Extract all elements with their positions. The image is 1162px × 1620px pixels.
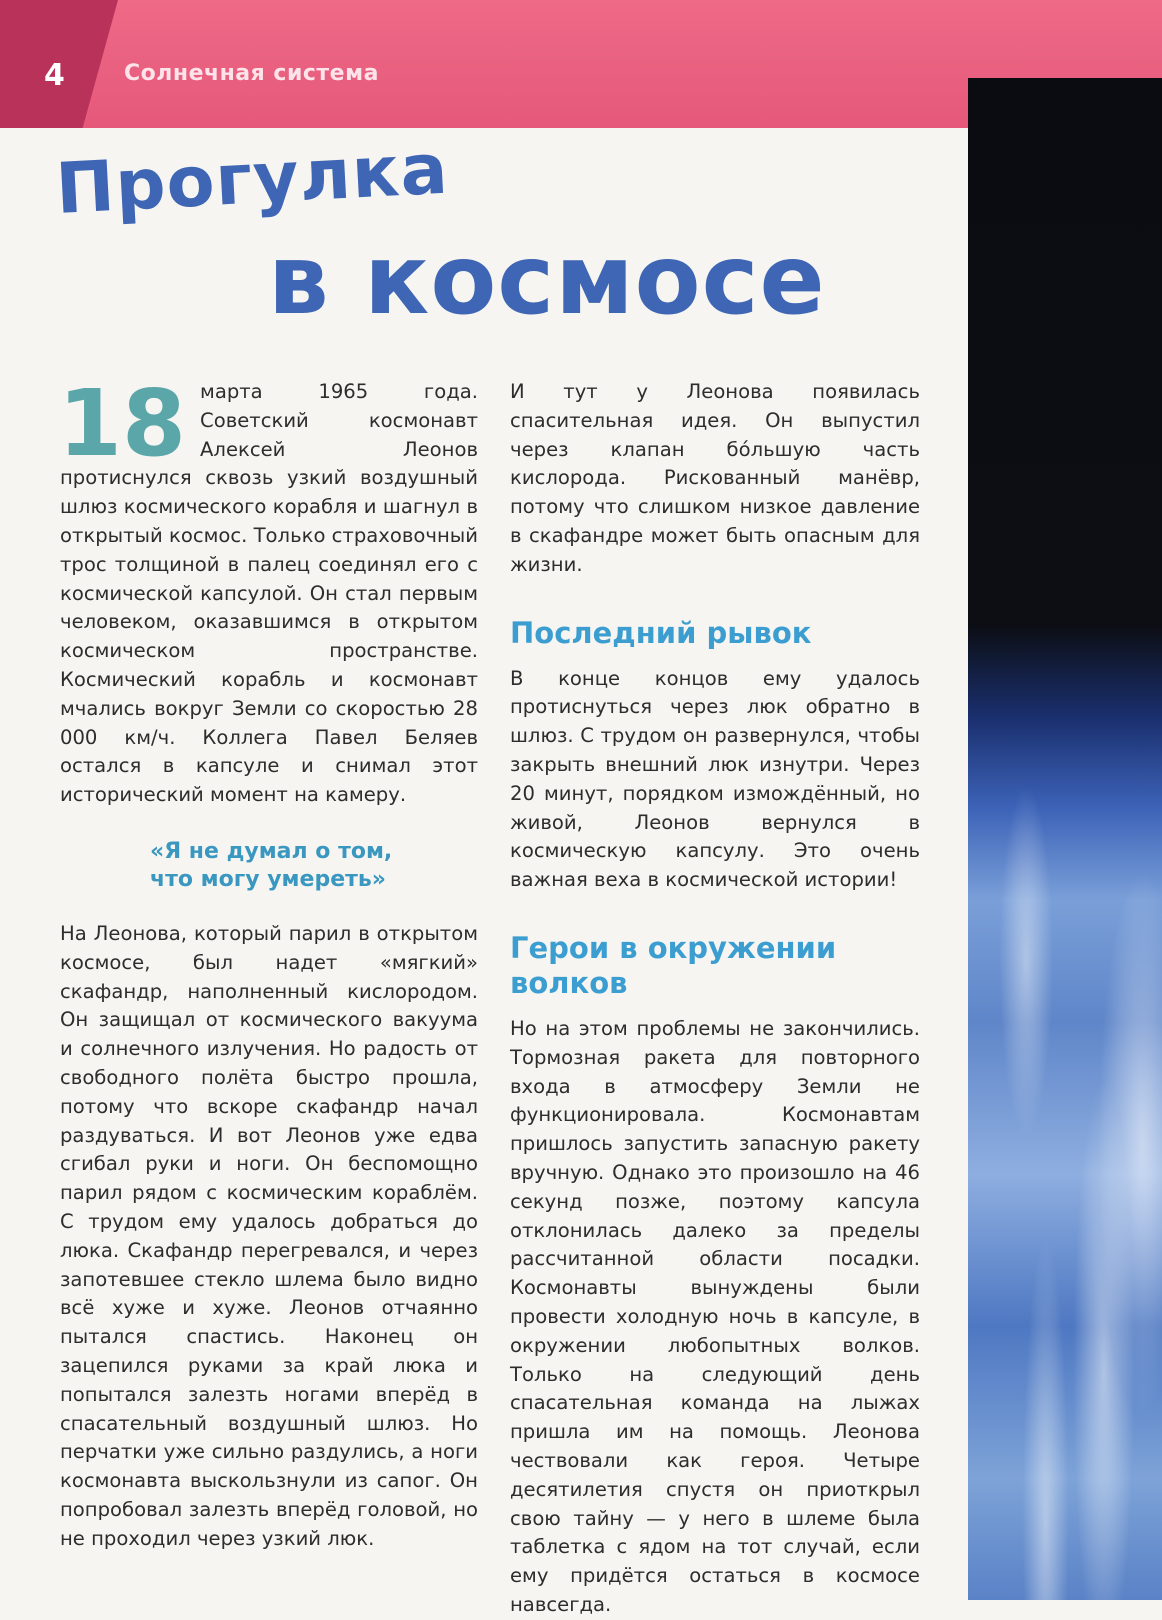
section-title: Солнечная система — [124, 61, 379, 86]
page-title-line1: Прогулка — [53, 127, 451, 230]
right-column — [510, 378, 920, 1620]
earth-from-space-photo — [968, 78, 1162, 1600]
intro-text: марта 1965 года. Советский космонавт Алексей Леонов протиснулся сквозь узкий воздушный шлюз космического корабля и шагнул в открытый космос. Только страховочный трос толщиной в палец соединял его с космической капсулой. Он стал первым человеком, оказавшимся в открытом космическом пространстве. Космический корабль и космонавт мчались вокруг Земли со скоростью 28 000 км/ч. Коллега Павел Беляев остался в капсуле и снимал этот исторический момент на камеру. — [60, 380, 479, 807]
intro-paragraph — [58, 370, 479, 810]
right-intro-paragraph: И тут у Леонова появилась спасительная идея. Он выпустил через клапан бóльшую часть кислорода. Рискованный манёвр, потому что слишком низкое давление в скафандре может быть опасным для жизни. — [510, 380, 920, 576]
page-number: 4 — [44, 58, 65, 93]
dropcap-number: 18 — [58, 370, 187, 477]
subheading-heroes-wolves: Герои в окружении волков — [510, 930, 837, 1000]
last-push-paragraph: В конце концов ему удалось протиснуться через люк обратно в шлюз. С трудом он развернулся, чтобы закрыть внешний люк изнутри. Через 20 минут, порядком измождённый, но живой, Леонов вернулся в космическую капсулу. Это очень важная веха в космической истории! — [510, 666, 920, 892]
quote-line-2: что могу умереть» — [150, 866, 387, 892]
page-title-line2: в космосе — [268, 224, 826, 336]
heroes-wolves-paragraph: Но на этом проблемы не закончились. Тормозная ракета для повторного входа в атмосферу Земли не функционировала. Космонавтам пришлось запустить запасную ракету вручную. Однако это произошло на 46 секунд позже, поэтому капсула отклонилась далеко за пределы рассчитанной области посадки. Космонавты вынуждены были провести холодную ночь в капсуле, в окружении любопытных волков. Только на следующий день спасательная команда на лыжах пришла им на помощь. Леонова чествовали как героя. Четыре десятилетия спустя он приоткрыл свою тайну — у него в шлеме была таблетка с ядом на тот случай, если ему придётся остаться в космосе навсегда. — [510, 1016, 920, 1616]
quote-line-1: «Я не думал о том, — [150, 838, 393, 864]
body-paragraph: На Леонова, который парил в открытом космосе, был надет «мягкий» скафандр, наполненный кислородом. Он защищал от космического вакуума и солнечного излучения. Но радость от свободного полёта быстро прошла, потому что вскоре скафандр начал раздуваться. И вот Леонов уже едва сгибал руки и ноги. Он беспомощно парил рядом с космическим кораблём. С трудом ему удалось добраться до люка. Скафандр перегревался, и через запотевшее стекло шлема было видно всё хуже и хуже. Леонов отчаянно пытался спастись. Наконец он зацепился руками за край люка и попытался залезть ногами вперёд в спасательный воздушный шлюз. Но перчатки уже сильно раздулись, а ноги космонавта выскользнули из сапог. Он попробовал залезть вперёд головой, но не проходил через узкий люк. — [60, 921, 478, 1550]
pull-quote — [150, 838, 478, 894]
left-column — [58, 370, 479, 1553]
subheading-last-push: Последний рывок — [510, 615, 812, 650]
